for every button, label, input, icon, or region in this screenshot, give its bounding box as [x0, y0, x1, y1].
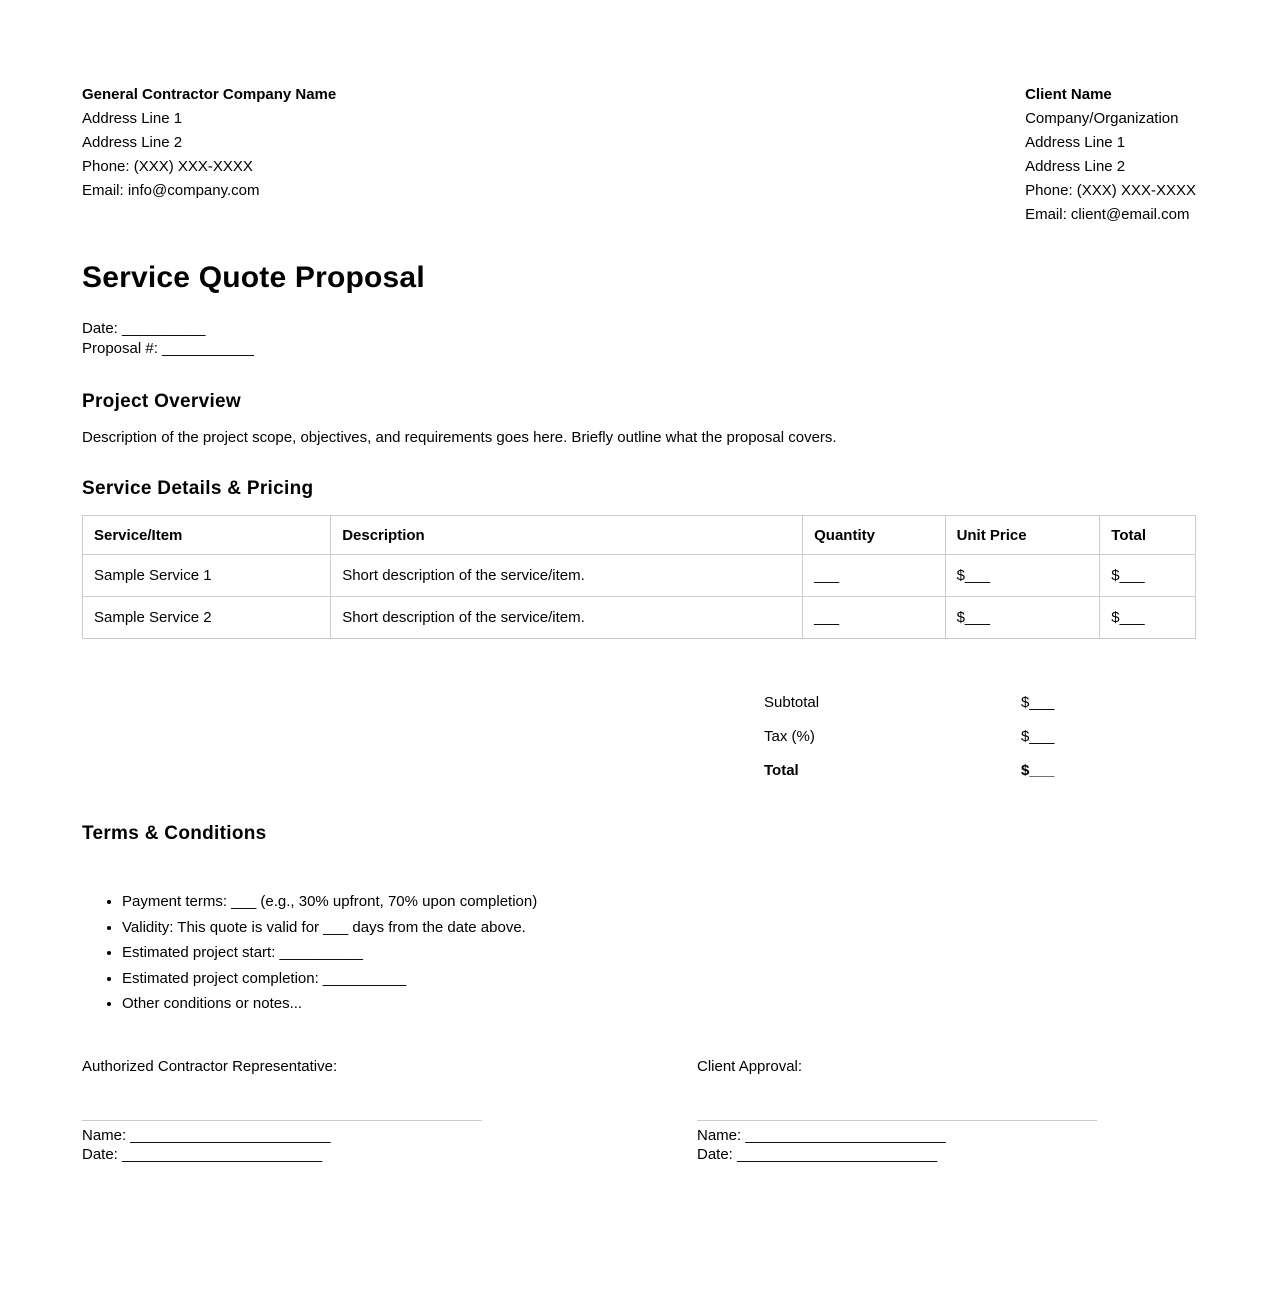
table-row: [83, 597, 1196, 639]
client-sig-date-blank: ________________________: [737, 1145, 938, 1163]
signature-divider: [82, 1120, 482, 1121]
cell-total: $___: [1100, 555, 1196, 597]
signature-block-client: [697, 1057, 1097, 1164]
column-header-unit-price: Unit Price: [945, 516, 1100, 555]
client-date-line: [697, 1145, 1097, 1164]
cell-total: $___: [1100, 597, 1196, 639]
project-overview-text: Description of the project scope, objectives, and requirements goes here. Briefly outline what the proposal covers.: [82, 429, 837, 446]
contractor-address-line-2: Address Line 2: [82, 134, 183, 151]
proposal-number-line: [82, 339, 1196, 359]
client-sig-name-blank: ________________________: [745, 1126, 946, 1144]
column-header-total: Total: [1100, 516, 1196, 555]
client-email: Email: client@email.com: [1025, 206, 1190, 223]
column-header-service-item: Service/Item: [83, 516, 331, 555]
subtotal-value: $___: [1021, 693, 1055, 711]
column-header-description: Description: [331, 516, 803, 555]
client-address-line-1: Address Line 1: [1025, 134, 1126, 151]
contractor-email: Email: info@company.com: [82, 182, 260, 199]
terms-item-payment: • Payment terms: ___ (e.g., 30% upfront, 70% upon completion): [122, 889, 1196, 915]
client-address-line-2: Address Line 2: [1025, 158, 1126, 175]
totals-block: [764, 685, 1196, 787]
totals-row-subtotal: [764, 685, 1196, 719]
cell-unit-price: $___: [945, 555, 1100, 597]
cell-quantity: ___: [803, 555, 945, 597]
terms-item-completion: • Estimated project completion: __________: [122, 966, 1196, 992]
totals-row-total: [764, 753, 1196, 787]
section-heading-project-overview: Project Overview: [82, 391, 241, 412]
document-header: [82, 83, 1196, 227]
cell-description: Short description of the service/item.: [331, 597, 803, 639]
proposal-number-blank: ___________: [162, 340, 254, 357]
client-name: Client Name: [1025, 86, 1112, 103]
page-title: Service Quote Proposal: [82, 261, 425, 294]
contractor-name-line: [82, 1126, 482, 1145]
document-meta: [82, 319, 1196, 359]
contractor-sig-date-label: Date:: [82, 1145, 118, 1163]
signatures-section: [82, 1057, 1196, 1164]
column-header-quantity: Quantity: [803, 516, 945, 555]
tax-label: Tax (%): [764, 727, 815, 745]
cell-service-item: Sample Service 2: [83, 597, 331, 639]
terms-item-other: • Other conditions or notes...: [122, 991, 1196, 1017]
cell-quantity: ___: [803, 597, 945, 639]
client-name-line: [697, 1126, 1097, 1145]
contractor-date-line: [82, 1145, 482, 1164]
client-phone: Phone: (XXX) XXX-XXXX: [1025, 182, 1196, 199]
pricing-table-header-row: [83, 516, 1196, 555]
subtotal-label: Subtotal: [764, 693, 820, 711]
totals-row-tax: [764, 719, 1196, 753]
date-blank: __________: [122, 320, 206, 337]
client-signature-heading: Client Approval:: [697, 1057, 803, 1075]
contractor-sig-name-label: Name:: [82, 1126, 127, 1144]
terms-item-validity: • Validity: This quote is valid for ___ days from the date above.: [122, 915, 1196, 941]
contractor-signature-heading: Authorized Contractor Representative:: [82, 1057, 338, 1075]
contractor-name: General Contractor Company Name: [82, 86, 337, 103]
pricing-table: [82, 515, 1196, 639]
table-row: [83, 555, 1196, 597]
contractor-sig-date-blank: ________________________: [122, 1145, 323, 1163]
section-heading-pricing: Service Details & Pricing: [82, 478, 314, 499]
section-heading-terms: Terms & Conditions: [82, 823, 267, 844]
client-block: [1025, 83, 1196, 227]
signature-block-contractor: [82, 1057, 482, 1164]
contractor-block: [82, 83, 336, 203]
proposal-number-label: Proposal #:: [82, 340, 158, 357]
signature-divider: [697, 1120, 1097, 1121]
tax-value: $___: [1021, 727, 1055, 745]
client-company: Company/Organization: [1025, 110, 1179, 127]
client-sig-date-label: Date:: [697, 1145, 733, 1163]
terms-list: [82, 889, 1196, 1017]
contractor-address-line-1: Address Line 1: [82, 110, 183, 127]
cell-unit-price: $___: [945, 597, 1100, 639]
total-value: $___: [1021, 761, 1055, 779]
cell-service-item: Sample Service 1: [83, 555, 331, 597]
contractor-sig-name-blank: ________________________: [130, 1126, 331, 1144]
date-label: Date:: [82, 320, 118, 337]
contractor-phone: Phone: (XXX) XXX-XXXX: [82, 158, 253, 175]
cell-description: Short description of the service/item.: [331, 555, 803, 597]
total-label: Total: [764, 761, 799, 779]
terms-item-start: • Estimated project start: __________: [122, 940, 1196, 966]
date-line: [82, 319, 1196, 339]
client-sig-name-label: Name:: [697, 1126, 742, 1144]
